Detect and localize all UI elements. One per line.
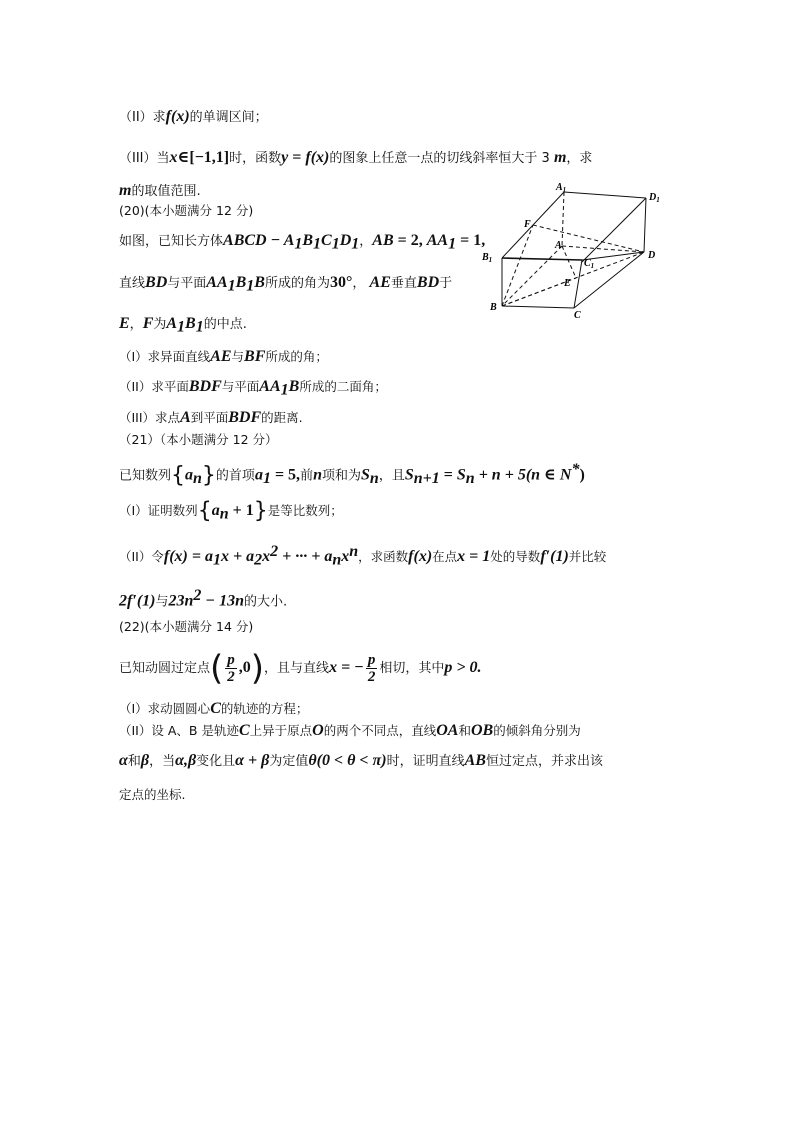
math: f(x) (165, 108, 190, 125)
math: AA (426, 232, 449, 249)
math: n (313, 466, 322, 484)
cuboid-figure (476, 180, 676, 320)
math: ) (579, 466, 585, 484)
q22-sub2-cont (119, 750, 603, 773)
text: 的两个不同点，直线 (323, 723, 437, 738)
text: （I）证明数列 (119, 503, 198, 518)
math: x = 1 (457, 548, 491, 566)
text: （I）求动圆圆心 (119, 701, 211, 716)
edge-B1C1 (502, 258, 582, 260)
q21-sub1 (119, 500, 343, 526)
math: 1 (331, 235, 340, 253)
label-C1: $C_1$ (584, 258, 595, 270)
math: 1 (351, 235, 360, 253)
math: F (142, 315, 154, 332)
q20-header (119, 200, 253, 222)
math: θ(0 < θ < π) (308, 752, 387, 769)
math: AB (372, 232, 394, 249)
text: 的图象上任意一点的切线斜率恒大于 (329, 151, 538, 166)
math: BD (145, 274, 168, 291)
math: 1 (262, 469, 271, 487)
math: f(x) (305, 149, 330, 166)
text: 如图，已知长方体 (119, 234, 224, 249)
text: 在点 (432, 549, 458, 565)
q20-sub3 (119, 407, 303, 429)
edge-CC1 (574, 260, 582, 308)
math: α,β (175, 752, 197, 769)
math: ∈ (177, 149, 190, 166)
q20-stem-3 (119, 313, 247, 339)
text: 前 (300, 468, 314, 484)
fraction-p-over-2 (225, 652, 237, 685)
math: BDF (228, 409, 262, 426)
label-B: B (490, 302, 497, 313)
label-E: E (564, 278, 571, 289)
math: O (312, 722, 324, 739)
math: 2 (254, 551, 263, 569)
text: （II）求 (119, 110, 166, 125)
math: 1 (313, 235, 322, 253)
text: 上异于原点 (249, 723, 313, 738)
math: p > 0. (444, 659, 482, 676)
math: S (404, 466, 414, 484)
math: n (332, 551, 342, 569)
text: 与平面 (221, 379, 260, 394)
edge-BC (502, 306, 574, 308)
fraction-neg-p-over-2 (366, 652, 378, 685)
math: f(x) = a (163, 548, 213, 566)
denominator: 2 (367, 669, 376, 685)
numerator: p (227, 652, 235, 668)
text: 直线 (119, 276, 146, 291)
math: a (185, 466, 194, 484)
math: 2 (270, 543, 279, 560)
text: 与 (231, 349, 245, 364)
text: 所成的二面角； (299, 379, 387, 394)
math: { (197, 498, 212, 524)
label-D: D (648, 250, 656, 261)
math: α + β (235, 752, 270, 769)
q21-header (119, 429, 278, 451)
q22-sub1 (119, 698, 308, 720)
edge-D1D (644, 198, 646, 252)
text: 的中点. (203, 317, 247, 332)
math: β (140, 752, 150, 769)
text: ，求 (566, 151, 593, 166)
text: （II）令 (119, 549, 164, 565)
text: 的倾斜角分别为 (493, 723, 581, 738)
math: [−1,1] (189, 149, 230, 166)
math: 1 (195, 318, 204, 336)
edge-A1A (562, 192, 564, 246)
math: S (456, 466, 466, 484)
math: − 13n (201, 592, 244, 610)
q21-sub2 (119, 541, 606, 572)
math: = (439, 466, 457, 484)
text: 为 (153, 317, 167, 332)
label-D1: $D_1$ (649, 192, 660, 204)
math: { (171, 462, 186, 488)
math: 1 (448, 235, 457, 253)
text: 和 (127, 754, 141, 769)
math: ABCD − A (223, 232, 295, 249)
question-header: (20)(本小题满分 12 分) (119, 203, 254, 218)
math: x (169, 149, 178, 166)
text: 变化且 (196, 754, 236, 769)
seg-AE (562, 246, 576, 278)
text: 是等比数列； (267, 503, 343, 518)
math: = 5, (270, 466, 301, 484)
text: 垂直 (390, 276, 417, 291)
text: 的首项 (215, 468, 255, 484)
text: 已知数列 (119, 468, 172, 484)
question-header: （21）（本小题满分 12 分） (119, 432, 278, 447)
text: 所成的角为 (264, 276, 330, 291)
math: OB (470, 722, 494, 739)
text: 所成的角； (265, 349, 328, 364)
q19-part2 (119, 106, 268, 129)
math: OA (436, 722, 459, 739)
text: 到平面 (190, 410, 229, 425)
text: 并比较 (568, 549, 607, 565)
text: 的单调区间； (189, 110, 268, 125)
math: C (321, 232, 332, 249)
text: 与 (155, 594, 169, 610)
math: D (339, 232, 352, 249)
seg-FD (533, 225, 644, 252)
text: ，且与直线 (264, 661, 330, 676)
text: 处的导数 (490, 549, 541, 565)
math: C (210, 700, 221, 717)
q20-sub1 (119, 346, 328, 368)
text: 的距离. (261, 410, 303, 425)
math: 1 (212, 551, 221, 569)
text: 的取值范围. (131, 184, 201, 199)
q20-stem-2 (119, 272, 452, 298)
math: B (185, 315, 196, 332)
math: } (253, 498, 268, 524)
text: 3 (541, 151, 550, 166)
math: AA (206, 274, 228, 291)
math: 1 (280, 381, 289, 399)
text: ，求函数 (358, 549, 409, 565)
text: 时，证明直线 (386, 754, 465, 769)
math: 30° (329, 274, 353, 291)
math: y (281, 149, 289, 166)
math: AA (259, 378, 281, 395)
math: x + a (220, 548, 255, 566)
q20-stem-1 (119, 230, 485, 256)
math: f′(1) (540, 548, 569, 566)
text: （III）当 (119, 151, 170, 166)
text: 和 (458, 723, 471, 738)
numerator: p (367, 652, 376, 668)
math: 2f′(1) (119, 592, 156, 610)
math: BDF (188, 378, 222, 395)
math: ) (250, 648, 265, 689)
text: （II）求平面 (119, 379, 189, 394)
text: （I）求异面直线 (119, 349, 211, 364)
q19-part3 (119, 147, 592, 170)
label-A1: $A_1$ (556, 182, 567, 194)
text: 项和为 (321, 468, 361, 484)
math: n (349, 543, 359, 560)
math: BF (244, 348, 266, 365)
math: E (119, 315, 130, 332)
q22-stem (119, 648, 482, 689)
text: ， (359, 234, 373, 249)
edge-D1C1 (582, 198, 646, 262)
math: BD (416, 274, 440, 291)
math: n (465, 469, 475, 487)
text: ，当 (149, 754, 176, 769)
text: 定点的坐标. (119, 787, 186, 802)
math: * (571, 461, 580, 478)
math: 1 (294, 235, 303, 253)
math: C (238, 722, 250, 739)
q20-sub2 (119, 376, 387, 402)
math: x (262, 548, 271, 566)
math: AE (210, 348, 232, 365)
label-F: F (524, 219, 531, 230)
math: B (302, 232, 314, 249)
text: 恒过定点，并求出该 (485, 754, 603, 769)
math: B (254, 274, 265, 291)
q21-sub2-cont (119, 585, 287, 613)
text: ， (129, 317, 143, 332)
denominator: 2 (227, 669, 235, 685)
text: 时，函数 (229, 151, 282, 166)
math: = 1, (456, 232, 486, 249)
math: m (119, 182, 132, 199)
text: 的大小. (244, 594, 288, 610)
text: 于 (439, 276, 453, 291)
math: α (119, 752, 128, 769)
math: 1 (177, 318, 186, 336)
math: A (180, 409, 191, 426)
label-B1: $B_1$ (482, 252, 493, 264)
math: + n + 5(n ∈ N (474, 466, 572, 484)
math: AB (464, 752, 486, 769)
math: } (201, 462, 216, 488)
edge-A1D1 (564, 192, 646, 198)
math: n (369, 469, 379, 487)
math: x (341, 548, 350, 566)
seg-BF (502, 225, 533, 306)
text: 为定值 (269, 754, 309, 769)
math: B (235, 274, 247, 291)
math: m (553, 149, 567, 166)
math: x = − (329, 659, 364, 676)
math: A (166, 315, 178, 332)
label-C: C (574, 310, 581, 320)
math: + 1 (228, 502, 254, 519)
math: = 2, (393, 232, 427, 249)
math: n (219, 505, 229, 523)
math: B (288, 378, 300, 395)
text: ， (352, 276, 366, 291)
math: f(x) (408, 548, 433, 566)
math: 1 (246, 277, 255, 295)
math: 1 (227, 277, 236, 295)
q22-sub2-end (119, 784, 185, 806)
text: 与平面 (167, 276, 207, 291)
q21-stem (119, 459, 585, 490)
edge-AB (502, 246, 562, 306)
math: n+1 (413, 469, 440, 487)
text: ，且 (378, 468, 405, 484)
label-A: A (555, 240, 562, 251)
math: AE (369, 274, 391, 291)
math: a (254, 466, 263, 484)
q22-header (119, 616, 253, 638)
math: + ··· + a (278, 548, 333, 566)
math: ,0 (238, 659, 251, 676)
math: ( (210, 648, 224, 689)
text: 相切，其中 (379, 661, 445, 676)
math: S (361, 466, 370, 484)
q22-sub2 (119, 720, 581, 742)
math: 23n (168, 592, 194, 610)
text: （II）设 A、B 是轨迹 (119, 723, 239, 738)
text: 的轨迹的方程； (220, 701, 309, 716)
question-header: (22)(本小题满分 14 分) (119, 619, 254, 634)
math: 2 (193, 587, 202, 604)
math: = (288, 149, 306, 166)
math: a (211, 502, 220, 519)
text: （III）求点 (119, 410, 181, 425)
math: n (193, 469, 202, 487)
text: 已知动圆过定点 (119, 661, 211, 676)
